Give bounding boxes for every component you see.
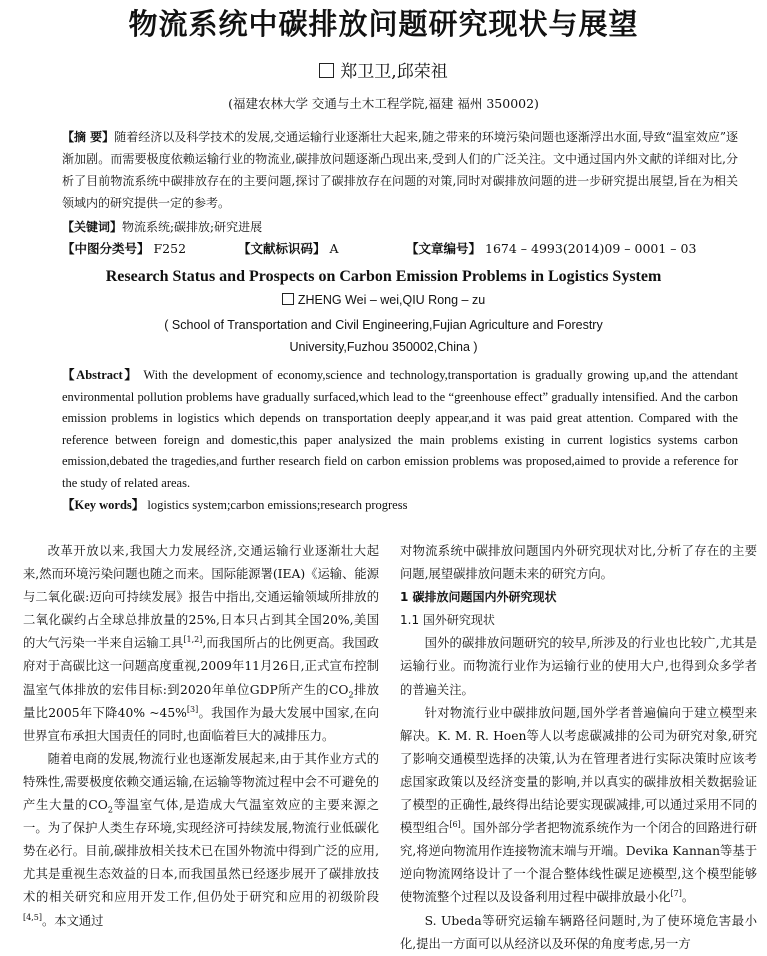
citation[interactable]: [3] xyxy=(186,704,199,714)
body-paragraph: 国外的碳排放问题研究的较早,所涉及的行业也比较广,尤其是运输行业。而物流行业作为运输行业的使用大户,也得到众多学者的普遍关注。 xyxy=(400,636,757,697)
doc-code-label: 【文献标识码】 xyxy=(238,241,326,256)
body-text: 。本文通过 xyxy=(41,913,104,928)
body-text: ,而我国所占的比例更高。我国政府对于高碳比这一问题高度重视,2009年11月26日,正式宣布控制温室气体排放的宏伟目标:到2020年单位GDP所产生的CO xyxy=(23,636,379,697)
clc xyxy=(62,238,186,260)
body-text: 针对物流行业中碳排放问题,国外学者普遍偏向于建立模型来解决。K. M. R. Hoen等人以考虑碳减排的公司为研究对象,研究了影响交通模型选择的决策,认为在管理者进行实际决策时应该考虑国家政策以及经济变量的影响,并以真实的碳排放相关数据验证了模型的正确性,最终得出结论要实现碳减排,可以通过采用不同的模型组合 xyxy=(400,705,757,836)
clc-label: 【中图分类号】 xyxy=(62,241,150,256)
article-number-label: 【文章编号】 xyxy=(406,241,482,256)
keywords-en-text: logistics system;carbon emissions;research progress xyxy=(147,498,408,512)
doc-code-value: A xyxy=(329,241,339,256)
classification-row xyxy=(62,238,738,260)
body-text: 随着电商的发展,物流行业也逐渐发展起来,由于其作业方式的特殊性,需要极度依赖交通运输,在运输等物流过程中会不可避免的产生大量的CO xyxy=(23,751,379,813)
authors-cn xyxy=(0,57,767,82)
subscript: 2 xyxy=(107,805,113,815)
article-number xyxy=(406,238,696,260)
clc-value: F252 xyxy=(153,241,187,256)
english-affiliation-line2: University,Fuzhou 350002,China ) xyxy=(289,340,478,354)
abstract-en xyxy=(62,365,738,494)
abstract-cn xyxy=(62,126,738,214)
section-heading: 1 碳排放问题国内外研究现状 xyxy=(400,590,557,605)
authors-cn-text: 郑卫卫,邱荣祖 xyxy=(340,62,448,82)
body-text: 等温室气体,是造成大气温室效应的主要来源之一。为了保护人类生存环境,实现经济可持续发展,物流行业低碳化势在必行。目前,碳排放相关技术已在国外物流中得到广泛的应用,尤其是重视生态效益的日本,而我国虽然已经逐步展开了碳排放技术的相关研究和应用开发工作,但仍处于研究和应用的初级阶段 xyxy=(23,798,379,905)
author-box-icon xyxy=(319,63,334,78)
abstract-en-label: 【Abstract】 xyxy=(62,368,139,382)
body-text: 排放量比2005年下降40% ~45% xyxy=(23,682,379,720)
english-authors-text: ZHENG Wei – wei,QIU Rong – zu xyxy=(297,293,486,307)
body-paragraph xyxy=(23,540,379,748)
body-paragraph xyxy=(23,748,379,933)
body-paragraph: S. Ubeda等研究运输车辆路径问题时,为了使环境危害最小化,提出一方面可以从经济以及环保的角度考虑,另一方 xyxy=(400,913,757,951)
keywords-en xyxy=(62,494,738,516)
citation[interactable]: [6] xyxy=(449,820,461,830)
english-title: Research Status and Prospects on Carbon Emission Problems in Logistics System xyxy=(105,268,662,285)
body-text: 。我国作为最大发展中国家,在向世界宣布承担大国责任的同时,也面临着巨大的减排压力。 xyxy=(23,705,379,743)
english-affiliation-line1: ( School of Transportation and Civil Engineering,Fujian Agriculture and Forestry xyxy=(164,318,603,332)
citation[interactable]: [4,5] xyxy=(23,912,42,922)
article-number-value: 1674 – 4993(2014)09 – 0001 – 03 xyxy=(485,241,697,256)
body-text: 。国外部分学者把物流系统作为一个闭合的回路进行研究,将逆向物流用作连接物流末端与开端。Devika Kannan等基于逆向物流网络设计了一个混合整体线性碳足迹模型,这个模型能够使物流整个过程以及设备利用过程中碳排放最小化 xyxy=(400,821,757,905)
body-right-column xyxy=(400,540,757,951)
body-paragraph: 对物流系统中碳排放问题国内外研究现状对比,分析了存在的主要问题,展望碳排放问题未来的研究方向。 xyxy=(400,544,757,582)
body-text: 改革开放以来,我国大力发展经济,交通运输行业逐渐壮大起来,然而环境污染问题也随之而来。国际能源署(IEA)《运输、能源与二氧化碳:迈向可持续发展》报告中指出,交通运输领域所排放的二氧化碳约占全球总排放量的25%,日本只占到其全国20%,美国的大气污染一半来自运输工具 xyxy=(23,544,379,651)
subscript: 2 xyxy=(348,690,354,700)
citation[interactable]: [7] xyxy=(670,889,682,899)
keywords-cn-text: 物流系统;碳排放;研究进展 xyxy=(122,220,263,234)
abstract-en-text: With the development of economy,science and technology,transportation is gradually growing up,and the attendant environmental pollution problems have gradually surfaced,which lead to the “greenhouse effect” gradually intensified. And the carbon emission problems in logistics which depends on transportation deeply appear,and it was paid great attention. Compared with the reference between foreign and domestic,this paper analysized the main problems existing in current logistics systems carbon emission,debated the tragedies,and further research field on carbon emission problems was proposed,aimed to provide a reference for the study of related areas. xyxy=(62,368,738,490)
doc-code xyxy=(238,238,339,260)
paper-title: 物流系统中碳排放问题研究现状与展望 xyxy=(128,7,639,41)
affiliation-cn: (福建农林大学 交通与土木工程学院,福建 福州 350002) xyxy=(228,96,539,111)
subsection-heading: 1.1 国外研究现状 xyxy=(400,613,495,628)
body-paragraph xyxy=(400,702,757,910)
keywords-en-label: 【Key words】 xyxy=(62,498,145,512)
keywords-cn-label: 【关键词】 xyxy=(62,220,123,234)
abstract-cn-label: 【摘 要】 xyxy=(62,130,115,144)
body-left-column xyxy=(23,540,379,929)
author-box-icon xyxy=(282,293,294,305)
body-text: 。 xyxy=(681,890,695,905)
keywords-cn xyxy=(62,216,738,238)
citation[interactable]: [1,2] xyxy=(183,635,203,645)
english-authors xyxy=(0,293,767,307)
abstract-cn-text: 随着经济以及科学技术的发展,交通运输行业逐渐壮大起来,随之带来的环境污染问题也逐渐浮出水面,导致“温室效应”逐渐加剧。而需要极度依赖运输行业的物流业,碳排放问题逐渐凸现出来,受到人们的广泛关注。文中通过国内外文献的详细对比,分析了目前物流系统中碳排放存在的主要问题,探讨了碳排放存在问题的对策,同时对碳排放问题的进一步研究提出展望,旨在为相关领域内的研究提供一定的参考。 xyxy=(62,130,738,210)
